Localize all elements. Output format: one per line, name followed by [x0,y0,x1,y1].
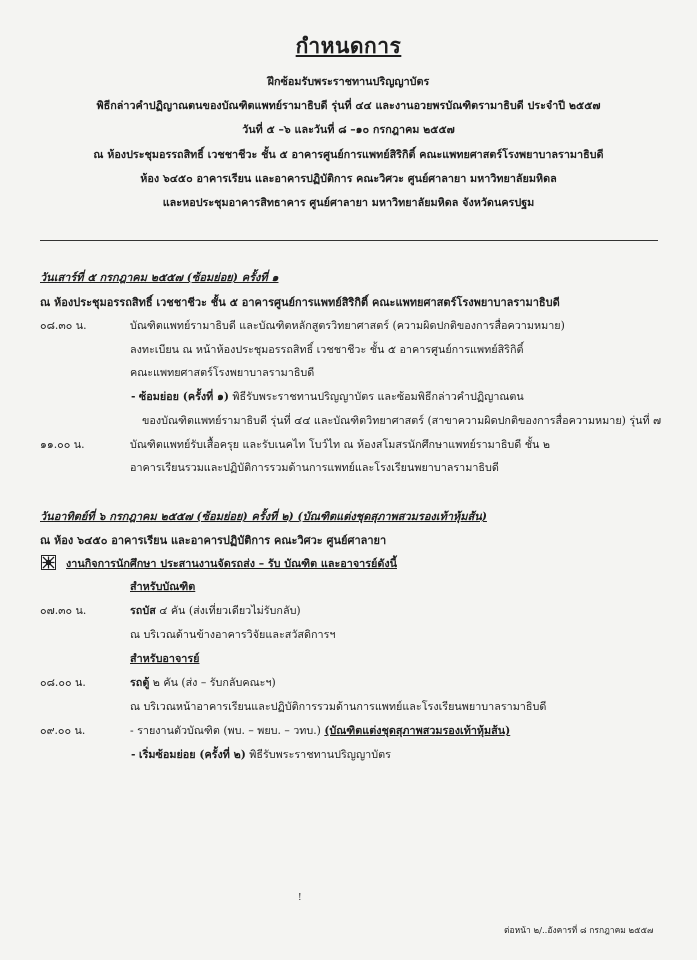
van-line [130,674,276,691]
rehearsal-2-label: เริ่มซ้อมย่อย (ครั้งที่ ๒) [138,748,246,761]
section1-item1-line1: บัณฑิตแพทย์รามาธิบดี และบัณฑิตหลักสูตรวิทยาศาสตร์ (ความผิดปกติของการสื่อความหมาย) [130,319,565,332]
bus-place: ณ บริเวณด้านข้างอาคารวิจัยและสวัสดิการฯ [130,628,336,641]
header-line-6: และหอประชุมอาคารสิทธาคาร ศูนย์ศาลายา มหาวิทยาลัยมหิดล จังหวัดนครปฐม [162,196,535,209]
rehearsal-1-text: พิธีรับพระราชทานปริญญาบัตร และซ้อมพิธีกล่าวคำปฏิญาณตน [229,390,524,403]
header-line-1: ฝึกซ้อมรับพระราชทานปริญญาบัตร [267,75,430,88]
ornament-icon [41,555,56,570]
header-line-2: พิธีกล่าวคำปฏิญาณตนของบัณฑิตแพทย์รามาธิบดี รุ่นที่ ๔๔ และงานอวยพรบัณฑิตรามาธิบดี ประจำปี ๒๕๕๗ [96,99,601,112]
rehearsal-2-text: พิธีรับพระราชทานปริญญาบัตร [245,748,391,761]
header-line-5: ห้อง ๖๔๕๐ อาคารเรียน และอาคารปฏิบัติการ คณะวิศวะ ศูนย์ศาลายา มหาวิทยาลัยมหิดล [140,172,557,185]
section2-time-1: ๐๗.๓๐ น. [40,604,87,617]
student-affairs-line: งานกิจการนักศึกษา ประสานงานจัดรถส่ง – รับ บัณฑิต และอาจารย์ดังนี้ [66,557,397,570]
report-text: - รายงานตัวบัณฑิต (พบ. – พยบ. – วทบ.) [130,724,325,737]
section1-item2-line2: ของบัณฑิตแพทย์รามาธิบดี รุ่นที่ ๔๔ และบัณฑิตวิทยาศาสตร์ (สาขาความผิดปกติของการสื่อความหมาย) รุ่นที่ ๗ [142,414,662,427]
section2-time-3: ๐๙.๐๐ น. [40,724,86,737]
section1-time-2: ๑๑.๐๐ น. [40,438,85,451]
header-line-4: ณ ห้องประชุมอรรถสิทธิ์ เวชชาชีวะ ชั้น ๕ อาคารศูนย์การแพทย์สิริกิติ์ คณะแพทยศาสตร์โรงพยาบาลรามาธิบดี [93,148,604,161]
for-teachers-heading: สำหรับอาจารย์ [130,652,200,665]
dash: - [131,748,136,761]
section1-item3-line2: อาคารเรียนรวมและปฏิบัติการรวมด้านการแพทย์และโรงเรียนพยาบาลรามาธิบดี [130,461,499,474]
rehearsal-2-line [131,746,391,763]
page-title: กำหนดการ [295,33,402,58]
dress-code-note: (บัณฑิตแต่งชุดสุภาพสวมรองเท้าหุ้มส้น) [324,724,511,737]
for-graduates-heading: สำหรับบัณฑิต [130,580,196,593]
header-line-3: วันที่ ๕ –๖ และวันที่ ๘ –๑๐ กรกฎาคม ๒๕๕๗ [242,123,455,136]
section1-item1-line3: คณะแพทยศาสตร์โรงพยาบาลรามาธิบดี [130,366,315,379]
rehearsal-1-label: ซ้อมย่อย (ครั้งที่ ๑) [138,390,229,403]
bus-detail: ๔ คัน (ส่งเที่ยวเดียวไม่รับกลับ) [155,604,301,617]
section1-location: ณ ห้องประชุมอรรถสิทธิ์ เวชชาชีวะ ชั้น ๕ อาคารศูนย์การแพทย์สิริกิติ์ คณะแพทยศาสตร์โรงพยาบาลรามาธิบดี [40,296,560,309]
van-label: รถตู้ [130,676,150,689]
section2-location: ณ ห้อง ๖๔๕๐ อาคารเรียน และอาคารปฏิบัติการ คณะวิศวะ ศูนย์ศาลายา [40,534,387,547]
section1-item3-line1: บัณฑิตแพทย์รับเสื้อครุย และรับเนคไท โบว์ไท ณ ห้องสโมสรนักศึกษาแพทย์รามาธิบดี ชั้น ๒ [130,438,550,451]
section1-item2-line1 [131,388,524,405]
section2-heading: วันอาทิตย์ที่ ๖ กรกฎาคม ๒๕๕๗ (ซ้อมย่อย) ครั้งที่ ๒) (บัณฑิตแต่งชุดสุภาพสวมรองเท้าหุ้มส้น) [40,510,487,523]
report-line [130,722,510,739]
van-place: ณ บริเวณหน้าอาคารเรียนและปฏิบัติการรวมด้านการแพทย์และโรงเรียนพยาบาลรามาธิบดี [130,700,547,713]
divider [40,240,658,241]
section1-heading: วันเสาร์ที่ ๕ กรกฎาคม ๒๕๕๗ (ซ้อมย่อย) ครั้งที่ ๑ [40,271,279,284]
section2-time-2: ๐๘.๐๐ น. [40,676,86,689]
section1-item1-line2: ลงทะเบียน ณ หน้าห้องประชุมอรรถสิทธิ์ เวชชาชีวะ ชั้น ๕ อาคารศูนย์การแพทย์สิริกิติ์ [130,343,524,356]
page-mark: ! [298,893,302,903]
bus-label: รถบัส [130,604,156,617]
section1-time-1: ๐๘.๓๐ น. [40,319,87,332]
van-detail: ๒ คัน (ส่ง – รับกลับคณะฯ) [149,676,276,689]
footer-continuation: ต่อหน้า ๒/..อังคารที่ ๘ กรกฎาคม ๒๕๕๗ [504,926,654,936]
bus-line [130,602,301,619]
dash: - [131,390,136,403]
